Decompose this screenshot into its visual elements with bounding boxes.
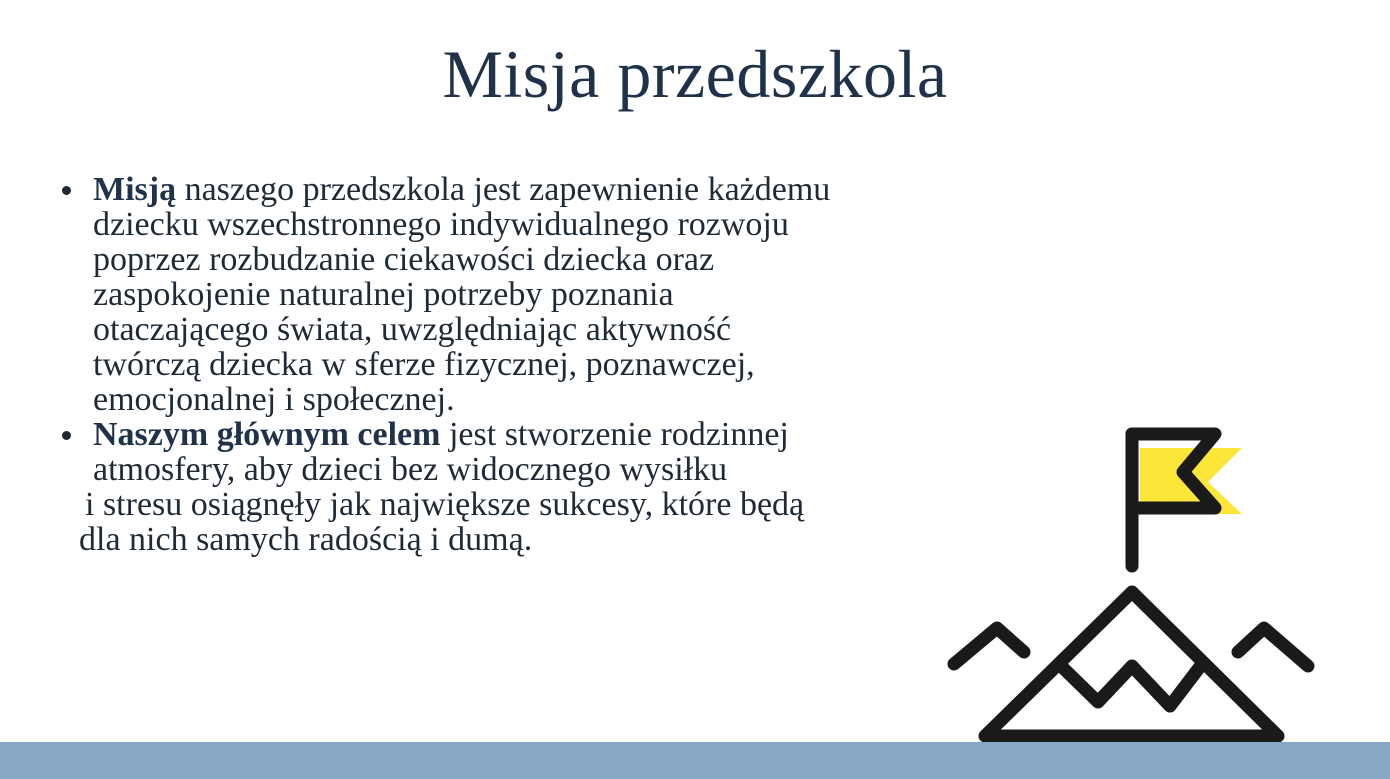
bullet-strong-text: Naszym głównym celem xyxy=(93,416,441,453)
bullet-text: naszego przedszkola jest zapewnienie każdemu xyxy=(176,171,831,208)
bullet-line: i stresu osiągnęły jak największe sukcesy, które będą xyxy=(85,486,805,523)
bullet-line: otaczającego świata, uwzględniając aktywność xyxy=(93,311,732,348)
bullet-line xyxy=(93,172,922,207)
bullet-line xyxy=(93,417,922,452)
bullet-list xyxy=(62,172,922,557)
mountain-right-peak xyxy=(1238,628,1308,666)
bullet-line: dla nich samych radością i dumą. xyxy=(79,521,533,558)
bullet-dot xyxy=(62,186,71,195)
bullet-strong-text: Misją xyxy=(93,171,177,208)
bullet-item-mission xyxy=(62,172,922,417)
bullet-line: emocjonalnej i społecznej. xyxy=(93,381,455,418)
bullet-line: poprzez rozbudzanie ciekawości dziecka oraz xyxy=(93,241,715,278)
slide-title: Misja przedszkola xyxy=(442,36,948,112)
bullet-line: dziecku wszechstronnego indywidualnego rozwoju xyxy=(93,206,789,243)
bullet-line: zaspokojenie naturalnej potrzeby poznania xyxy=(93,276,674,313)
bullet-dot xyxy=(62,431,71,440)
bullet-item-goal xyxy=(62,417,922,557)
bullet-line: twórczą dziecka w sferze fizycznej, poznawczej, xyxy=(93,346,755,383)
mountain-flag-icon xyxy=(940,420,1330,750)
mountain-snow-line xyxy=(1059,664,1202,706)
footer-bar xyxy=(0,742,1390,779)
bullet-text: jest stworzenie rodzinnej xyxy=(440,416,789,453)
bullet-line: atmosfery, aby dzieci bez widocznego wysiłku xyxy=(93,451,728,488)
mountain-left-peak xyxy=(954,628,1024,664)
